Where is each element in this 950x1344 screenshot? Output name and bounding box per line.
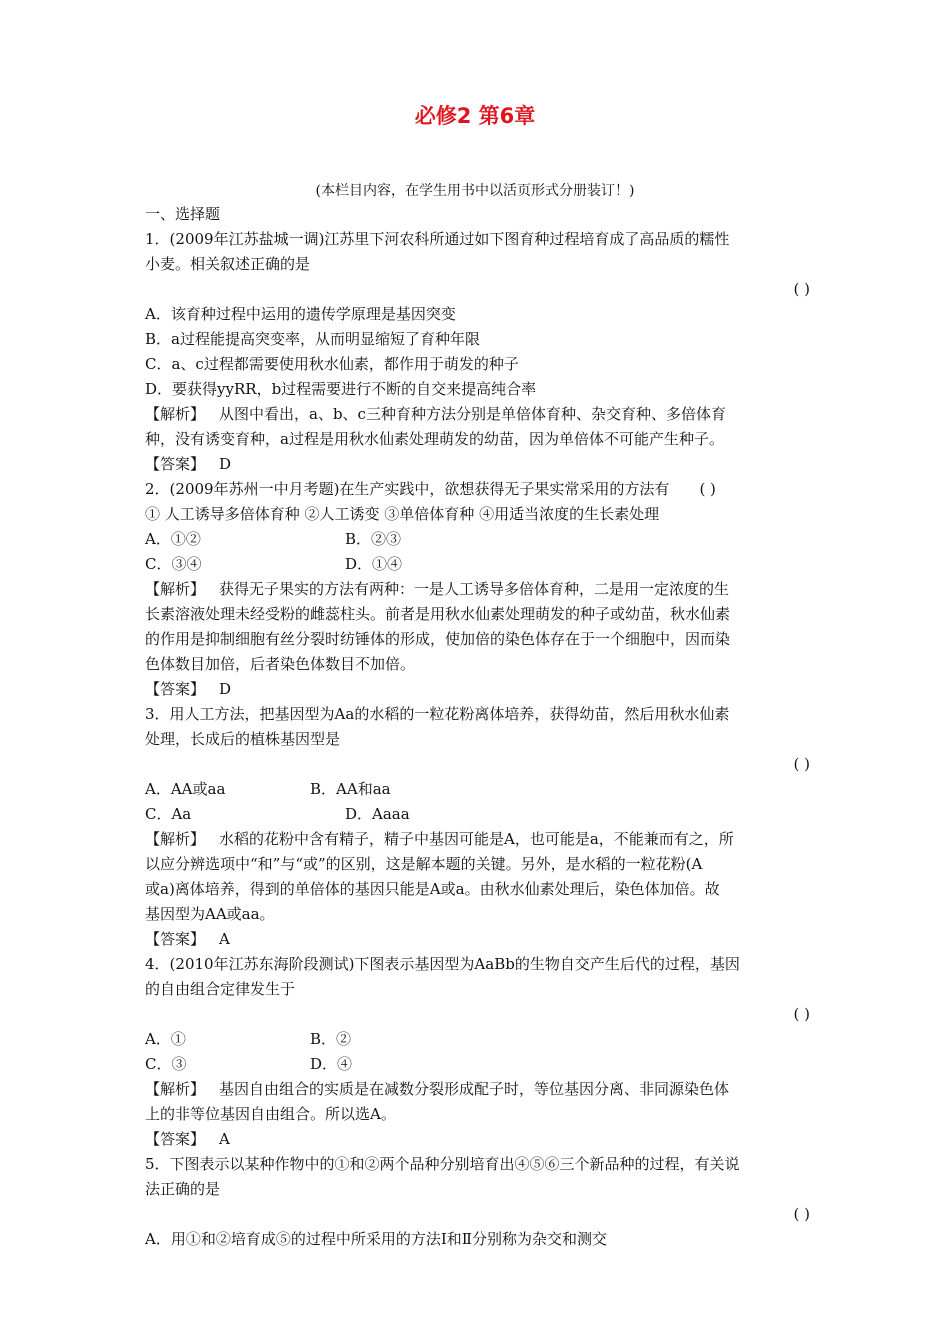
q5-option-a: A．用①和②培育成⑤的过程中所采用的方法Ⅰ和Ⅱ分别称为杂交和测交	[145, 1230, 607, 1248]
q2-option-d: D．①④	[345, 555, 403, 573]
q2-option-a: A．①②	[145, 530, 201, 548]
q2-analysis-line3: 的作用是抑制细胞有丝分裂时纺锤体的形成，使加倍的染色体存在于一个细胞中，因而染	[145, 630, 731, 648]
q2-options-row2	[145, 553, 810, 575]
q1-option-b: B．a过程能提高突变率，从而明显缩短了育种年限	[145, 330, 480, 348]
q2-analysis-tag: 【解析】	[145, 580, 206, 598]
q3-analysis-line2: 以应分辨选项中“和”与“或”的区别，这是解本题的关键。另外，是水稻的一粒花粉(A	[145, 855, 703, 873]
q3-answer-tag: 【答案】	[145, 930, 206, 948]
q3-analysis-line4: 基因型为AA或aa。	[145, 905, 275, 923]
q5-stem-line2: 法正确的是	[145, 1180, 221, 1198]
q4-analysis-text1: 基因自由组合的实质是在减数分裂形成配子时，等位基因分离、非同源染色体	[219, 1080, 730, 1098]
q3-options-row2	[145, 803, 810, 825]
q4-analysis-line1	[145, 1078, 810, 1100]
q2-answer-line	[145, 678, 810, 700]
q1-stem-line1: 1．(2009年江苏盐城一调)江苏里下河农科所通过如下图育种过程培育成了高品质的糯性	[145, 230, 730, 248]
q1-option-c: C．a、c过程都需要使用秋水仙素，都作用于萌发的种子	[145, 355, 519, 373]
q1-answer-tag: 【答案】	[145, 455, 206, 473]
q4-answer-paren: ( )	[793, 1005, 810, 1023]
q1-answer-value: D	[219, 455, 232, 473]
q2-stem-text: 2．(2009年苏州一中月考题)在生产实践中，欲想获得无子果实常采用的方法有	[145, 480, 670, 498]
q5-stem-line1: 5．下图表示以某种作物中的①和②两个品种分别培育出④⑤⑥三个新品种的过程，有关说	[145, 1155, 740, 1173]
q3-option-c: C．Aa	[145, 805, 192, 823]
q2-answer-paren: ( )	[699, 480, 716, 498]
q1-analysis-line1	[145, 403, 810, 425]
q1-analysis-line2: 种，没有诱变育种，a过程是用秋水仙素处理萌发的幼苗，因为单倍体不可能产生种子。	[145, 430, 724, 448]
q3-options-row1	[145, 778, 810, 800]
q1-answer-line	[145, 453, 810, 475]
q1-stem-line2: 小麦。相关叙述正确的是	[145, 255, 311, 273]
q1-analysis-tag: 【解析】	[145, 405, 206, 423]
q2-option-b: B．②③	[345, 530, 402, 548]
q2-analysis-line1	[145, 578, 810, 600]
q4-answer-line	[145, 1128, 810, 1150]
q3-option-d: D．Aaaa	[345, 805, 410, 823]
q2-analysis-line4: 色体数目加倍，后者染色体数目不加倍。	[145, 655, 416, 673]
q2-stem-line	[145, 478, 810, 500]
q2-answer-tag: 【答案】	[145, 680, 206, 698]
q1-option-d: D．要获得yyRR，b过程需要进行不断的自交来提高纯合率	[145, 380, 537, 398]
page-title: 必修2 第6章	[414, 104, 536, 128]
q4-options-row2	[145, 1053, 810, 1075]
q3-answer-paren: ( )	[793, 755, 810, 773]
q4-stem-line1: 4．(2010年江苏东海阶段测试)下图表示基因型为AaBb的生物自交产生后代的过程，基因	[145, 955, 740, 973]
q1-answer-paren: ( )	[793, 280, 810, 298]
q4-option-d: D．④	[310, 1055, 353, 1073]
section-heading: 一、选择题	[145, 205, 221, 223]
q3-analysis-line3: 或a)离体培养，得到的单倍体的基因只能是A或a。由秋水仙素处理后，染色体加倍。故	[145, 880, 720, 898]
q4-options-row1	[145, 1028, 810, 1050]
q2-options-row1	[145, 528, 810, 550]
q3-option-b: B．AA和aa	[310, 780, 391, 798]
binding-note: (本栏目内容，在学生用书中以活页形式分册装订！)	[315, 183, 635, 199]
q1-option-a: A．该育种过程中运用的遗传学原理是基因突变	[145, 305, 456, 323]
q3-answer-value: A	[219, 930, 230, 948]
q3-analysis-text1: 水稻的花粉中含有精子，精子中基因可能是A，也可能是a，不能兼而有之，所	[219, 830, 734, 848]
q2-analysis-text1: 获得无子果实的方法有两种：一是人工诱导多倍体育种，二是用一定浓度的生	[219, 580, 730, 598]
q4-option-b: B．②	[310, 1030, 352, 1048]
q2-choices-line: ① 人工诱导多倍体育种 ②人工诱变 ③单倍体育种 ④用适当浓度的生长素处理	[145, 505, 660, 523]
q2-answer-value: D	[219, 680, 232, 698]
q4-answer-tag: 【答案】	[145, 1130, 206, 1148]
q2-analysis-line2: 长素溶液处理未经受粉的雌蕊柱头。前者是用秋水仙素处理萌发的种子或幼苗，秋水仙素	[145, 605, 731, 623]
q3-analysis-line1	[145, 828, 810, 850]
q3-answer-line	[145, 928, 810, 950]
q4-answer-value: A	[219, 1130, 230, 1148]
q4-option-a: A．①	[145, 1030, 186, 1048]
q4-analysis-tag: 【解析】	[145, 1080, 206, 1098]
q3-option-a: A．AA或aa	[145, 780, 226, 798]
q4-stem-line2: 的自由组合定律发生于	[145, 980, 296, 998]
q1-analysis-text1: 从图中看出，a、b、c三种育种方法分别是单倍体育种、杂交育种、多倍体育	[219, 405, 726, 423]
q4-option-c: C．③	[145, 1055, 187, 1073]
q3-analysis-tag: 【解析】	[145, 830, 206, 848]
q4-analysis-line2: 上的非等位基因自由组合。所以选A。	[145, 1105, 396, 1123]
q3-stem-line2: 处理，长成后的植株基因型是	[145, 730, 341, 748]
q3-stem-line1: 3．用人工方法，把基因型为Aa的水稻的一粒花粉离体培养，获得幼苗，然后用秋水仙素	[145, 705, 730, 723]
q2-option-c: C．③④	[145, 555, 202, 573]
q5-answer-paren: ( )	[793, 1205, 810, 1223]
